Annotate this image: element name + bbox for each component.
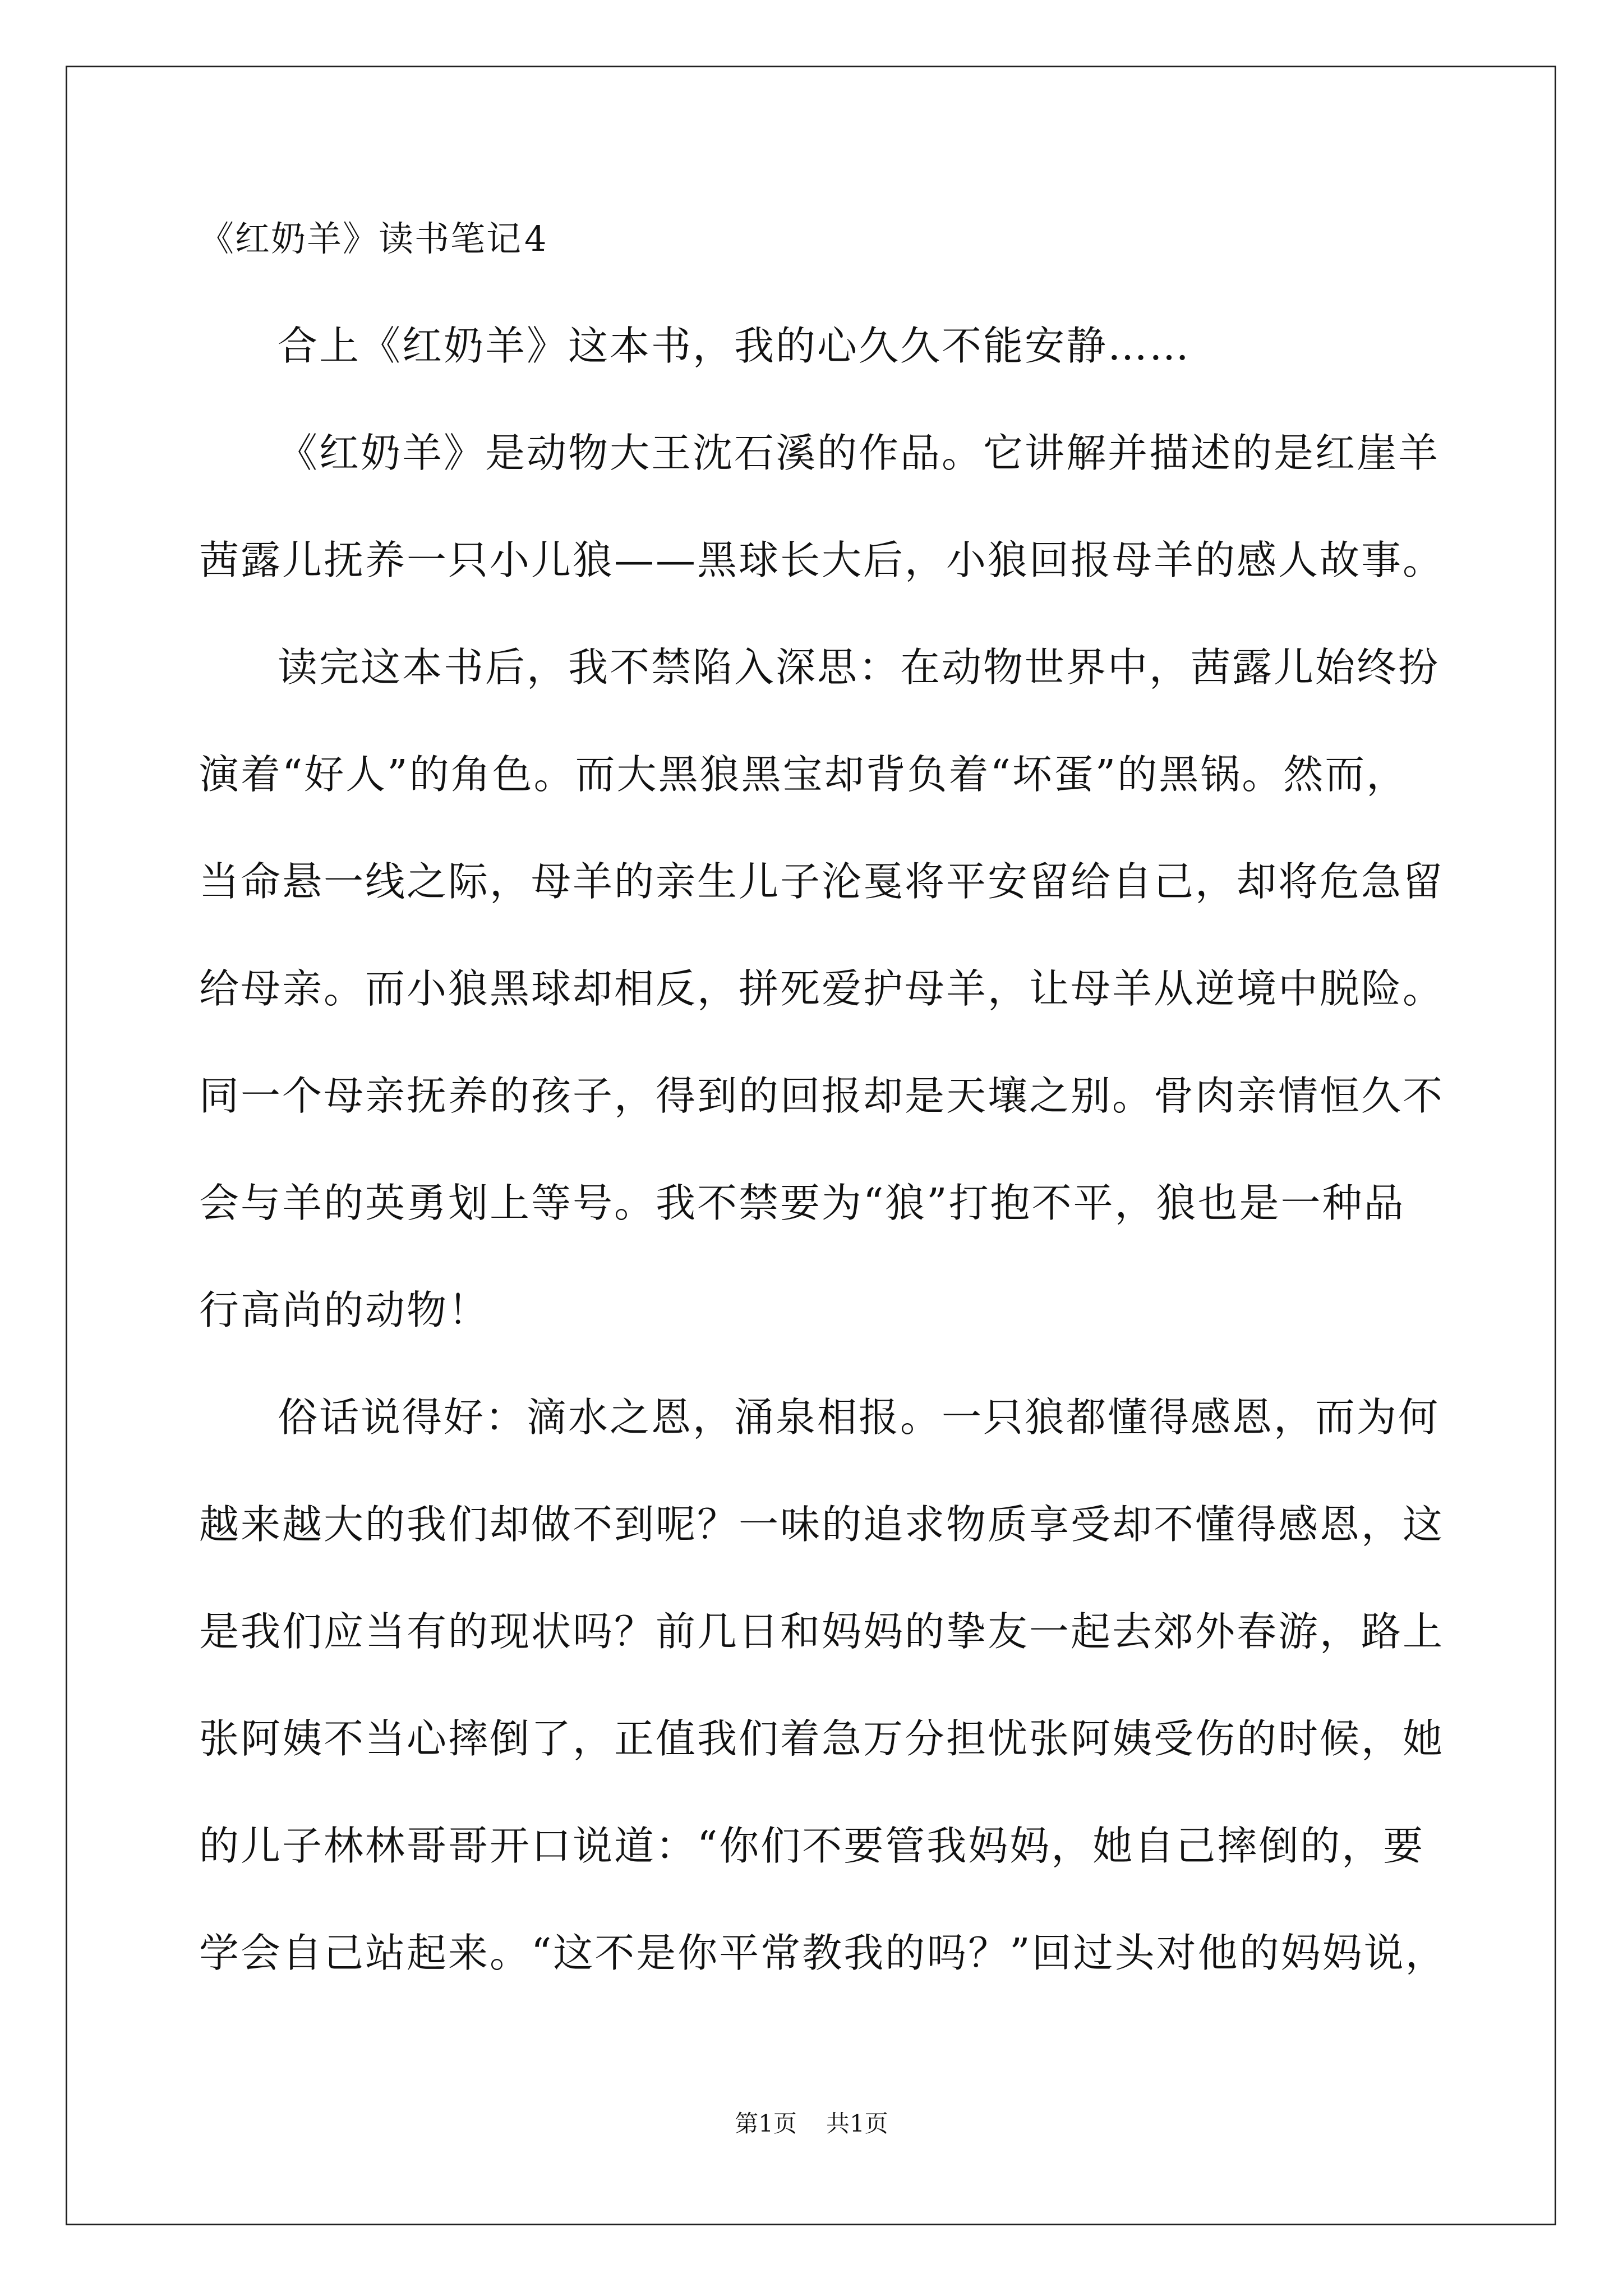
text-line: 同一个母亲抚养的孩子，得到的回报却是天壤之别。骨肉亲情恒久不	[199, 1073, 1445, 1119]
title-text: 《红奶羊》读书笔记	[199, 218, 523, 259]
document-body	[199, 213, 1447, 2035]
text-line: 演着“好人”的角色。而大黑狼黑宝却背负着“坏蛋”的黑锅。然而，	[199, 751, 1408, 798]
text-line: 《红奶羊》是动物大王沈石溪的作品。它讲解并描述的是红崖羊	[278, 430, 1440, 476]
text-line: 会与羊的英勇划上等号。我不禁要为“狼”打抱不平，狼也是一种品	[199, 1180, 1405, 1226]
page-total-label: 共1页	[826, 2110, 888, 2137]
text-line: 合上《红奶羊》这本书，我的心久久不能安静……	[278, 323, 1191, 369]
text-line: 学会自己站起来。“这不是你平常教我的吗？”回过头对他的妈妈说，	[199, 1930, 1447, 1976]
document-title	[199, 213, 1433, 265]
title-number: 4	[524, 218, 548, 259]
text-line: 越来越大的我们却做不到呢？一味的追求物质享受却不懂得感恩，这	[199, 1501, 1445, 1548]
text-line: 是我们应当有的现状吗？前几日和妈妈的挚友一起去郊外春游，路上	[199, 1608, 1445, 1655]
text-line: 张阿姨不当心摔倒了，正值我们着急万分担忧张阿姨受伤的时候，她	[199, 1715, 1445, 1762]
text-line: 的儿子林林哥哥开口说道：“你们不要管我妈妈，她自己摔倒的，要	[199, 1823, 1425, 1869]
text-line: 当命悬一线之际，母羊的亲生儿子沦戛将平安留给自己，却将危急留	[199, 858, 1445, 905]
page-footer	[0, 2108, 1623, 2139]
text-line: 行高尚的动物！	[199, 1287, 490, 1333]
text-line: 给母亲。而小狼黑球却相反，拼死爱护母羊，让母羊从逆境中脱险。	[199, 965, 1445, 1012]
page-number-label: 第1页	[735, 2110, 797, 2137]
text-line: 俗话说得好：滴水之恩，涌泉相报。一只狼都懂得感恩，而为何	[278, 1394, 1440, 1441]
text-line: 读完这本书后，我不禁陷入深思：在动物世界中，茜露儿始终扮	[278, 644, 1440, 691]
text-lines	[199, 320, 1447, 1979]
text-line: 茜露儿抚养一只小儿狼——黑球长大后，小狼回报母羊的感人故事。	[199, 537, 1445, 583]
